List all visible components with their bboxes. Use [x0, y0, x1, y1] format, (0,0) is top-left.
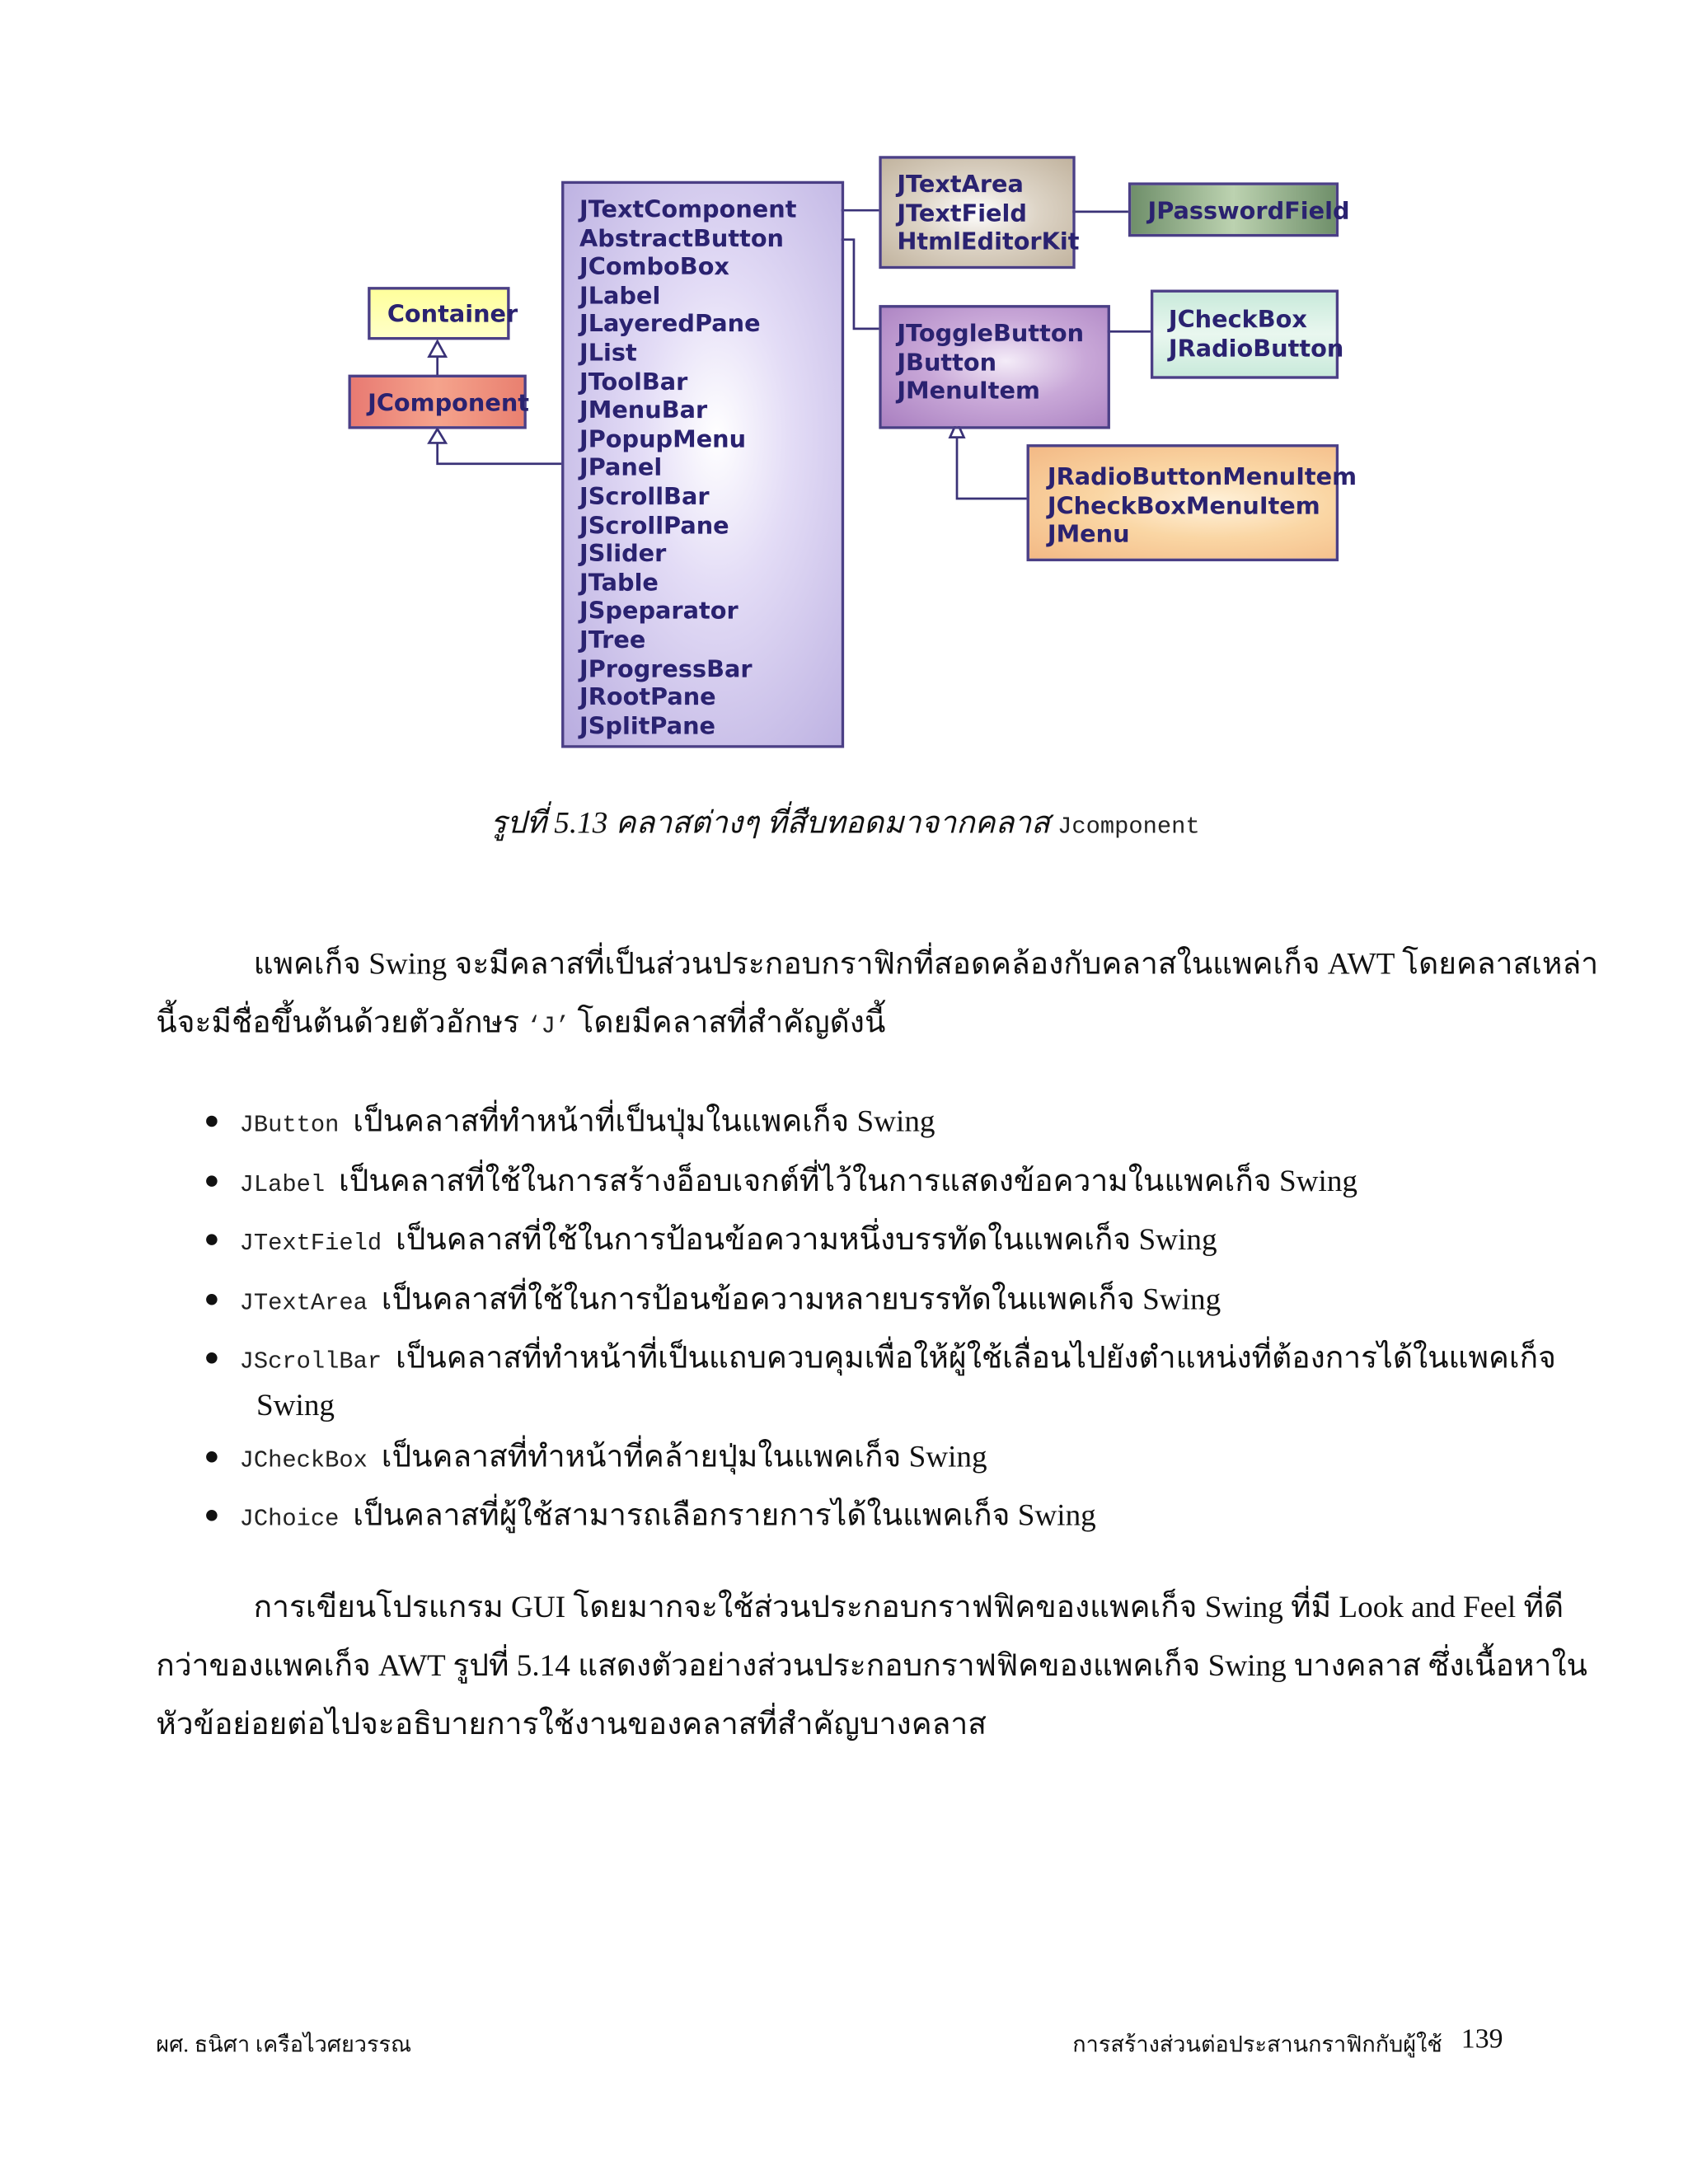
jcomponent-subclass-list [579, 196, 796, 741]
bullet-dot [206, 1234, 218, 1245]
bullet-dot [206, 1294, 218, 1305]
jcomponent-subclass-item: JLayeredPane [579, 311, 761, 340]
jcomponent-subclass-item: JToolBar [579, 368, 688, 396]
togglebutton-subclass-item: JRadioButton [1168, 335, 1344, 363]
paragraph-2-line-3: หัวข้อย่อยต่อไปจะอธิบายการใช้งานของคลาสที่สำคัญบางคลาส [156, 1706, 987, 1741]
abstractbutton-subclass-item: JToggleButton [897, 320, 1085, 349]
bullet-item [206, 1274, 1221, 1323]
paragraph-2 [156, 1578, 1587, 1754]
paragraph-1-line-2-pre: นี้จะมีชื่อขึ้นต้นด้วยตัวอักษร [156, 1004, 520, 1039]
jcomponent-subclass-item: JScrollBar [579, 483, 710, 512]
bullet-item [206, 1432, 987, 1480]
container-class-box [368, 287, 518, 340]
jcomponent-subclass-item: JComboBox [579, 253, 729, 282]
jcomponent-subclass-item: AbstractButton [579, 225, 785, 253]
jcomponent-subclass-item: JSpeparator [579, 598, 738, 626]
bullet-dot [206, 1116, 218, 1127]
jcomponent-subclass-item: JSlider [579, 540, 667, 569]
jcomponent-subclass-item: JTable [579, 569, 659, 598]
footer-page-number: 139 [1461, 2023, 1503, 2055]
class-hierarchy-diagram [0, 0, 1688, 780]
bullet-class-name: JButton [239, 1113, 340, 1140]
paragraph-1-line-2 [156, 993, 1598, 1057]
bullet-item [206, 1215, 1217, 1263]
jpasswordfield-class-label: JPasswordField [1147, 197, 1350, 226]
text-component-subclass-list [897, 171, 1079, 257]
menuitem-subclass-box [1027, 444, 1357, 561]
jcomponent-subclass-item: JLabel [579, 282, 661, 311]
jcomponent-subclass-item: JList [579, 340, 637, 368]
menuitem-subclass-item: JCheckBoxMenuItem [1047, 492, 1320, 521]
paragraph-1-line-1: แพคเก็จ Swing จะมีคลาสที่เป็นส่วนประกอบกราฟิกที่สอดคล้องกับคลาสในแพคเก็จ AWT โดยคลาสเหล่า [253, 945, 1599, 981]
bullet-description: เป็นคลาสที่ทำหน้าที่เป็นปุ่มในแพคเก็จ Swing [353, 1103, 935, 1138]
paragraph-2-line-2: กว่าของแพคเก็จ AWT รูปที่ 5.14 แสดงตัวอย่างส่วนประกอบกราฟฟิคของแพคเก็จ Swing บางคลาส ซึ่งเนื้อหาใน [156, 1647, 1587, 1683]
abstractbutton-subclass-list [897, 321, 1084, 406]
bullet-dot [206, 1451, 218, 1463]
bullet-class-name: JTextArea [239, 1291, 368, 1318]
bullet-dot [206, 1175, 218, 1187]
jcomponent-subclass-item: JPanel [579, 454, 663, 483]
bullet-class-name: JScrollBar [239, 1349, 382, 1376]
menuitem-subclass-item: JMenu [1047, 521, 1130, 550]
jcomponent-subclass-item: JRootPane [579, 683, 716, 712]
jcomponent-subclass-item: JMenuBar [579, 396, 708, 425]
footer-chapter-title: การสร้างส่วนต่อประสานกราฟิกกับผู้ใช้ [1072, 2033, 1442, 2058]
jcomponent-subclass-item: JPopupMenu [579, 425, 747, 454]
bullet-description: เป็นคลาสที่ใช้ในการป้อนข้อความหลายบรรทัดในแพคเก็จ Swing [381, 1281, 1221, 1317]
bullet-description: เป็นคลาสที่ทำหน้าที่เป็นแถบควบคุมเพื่อให้ผู้ใช้เลื่อนไปยังตำแหน่งที่ต้องการได้ในแพคเก็จ [396, 1339, 1556, 1376]
bullet-item [206, 1156, 1357, 1205]
jcomponent-class-box [349, 375, 530, 429]
bullet-class-name: JLabel [239, 1172, 326, 1200]
container-class-label: Container [387, 301, 518, 329]
bullet-class-name: JChoice [239, 1507, 340, 1534]
bullet-description: เป็นคลาสที่ทำหน้าที่คล้ายปุ่มในแพคเก็จ Swing [381, 1438, 987, 1474]
figure-caption-code: Jcomponent [1057, 814, 1200, 841]
bullet-item [206, 1333, 1556, 1423]
paragraph-2-line-1: การเขียนโปรแกรม GUI โดยมากจะใช้ส่วนประกอบกราฟฟิคของแพคเก็จ Swing ที่มี Look and Feel ที่ดี [253, 1589, 1564, 1624]
jcomponent-subclass-list-box [561, 181, 844, 748]
paragraph-1-line-2-post: โดยมีคลาสที่สำคัญดังนี้ [577, 1004, 886, 1039]
bullet-item [206, 1490, 1096, 1539]
jpasswordfield-class-box [1128, 182, 1350, 237]
figure-caption-text: รูปที่ 5.13 คลาสต่างๆ ที่สืบทอดมาจากคลาส [490, 804, 1050, 841]
text-component-subclass-item: JTextField [897, 199, 1027, 228]
jcomponent-subclass-item: JProgressBar [579, 655, 753, 683]
menuitem-subclass-list [1048, 464, 1357, 550]
text-component-subclass-item: HtmlEditorKit [897, 228, 1080, 257]
togglebutton-subclass-box [1151, 290, 1344, 379]
abstractbutton-subclass-box [879, 305, 1110, 429]
togglebutton-subclass-item: JCheckBox [1168, 306, 1307, 335]
menuitem-subclass-item: JRadioButtonMenuItem [1047, 463, 1357, 492]
bullet-description: เป็นคลาสที่ใช้ในการสร้างอ็อบเจกต์ที่ไว้ในการแสดงข้อความในแพคเก็จ Swing [339, 1163, 1358, 1198]
bullet-dot [206, 1510, 218, 1521]
paragraph-1 [156, 935, 1598, 1057]
bullet-class-name: JCheckBox [239, 1448, 368, 1475]
jcomponent-subclass-item: JTree [579, 626, 646, 655]
bullet-class-name: JTextField [239, 1230, 382, 1258]
text-component-subclass-box [879, 156, 1080, 269]
bullet-item [206, 1096, 935, 1145]
jcomponent-subclass-item: JSplitPane [579, 712, 716, 741]
abstractbutton-subclass-item: JButton [897, 349, 997, 377]
paragraph-1-line-2-code: ‘J’ [527, 1014, 570, 1041]
jcomponent-class-label: JComponent [368, 390, 530, 419]
figure-caption [490, 798, 1200, 846]
text-component-subclass-item: JTextArea [897, 171, 1024, 199]
abstractbutton-subclass-item: JMenuItem [897, 377, 1040, 406]
jcomponent-subclass-item: JTextComponent [579, 196, 797, 225]
footer-author: ผศ. ธนิศา เครือไวศยวรรณ [156, 2033, 412, 2058]
bullet-dot [206, 1352, 218, 1364]
bullet-description: เป็นคลาสที่ผู้ใช้สามารถเลือกรายการได้ในแพคเก็จ Swing [353, 1497, 1096, 1533]
togglebutton-subclass-list [1169, 307, 1343, 364]
bullet-description: เป็นคลาสที่ใช้ในการป้อนข้อความหนึ่งบรรทัดในแพคเก็จ Swing [396, 1221, 1217, 1257]
bullet-description-continued: Swing [256, 1387, 335, 1422]
jcomponent-subclass-item: JScrollPane [579, 512, 729, 540]
